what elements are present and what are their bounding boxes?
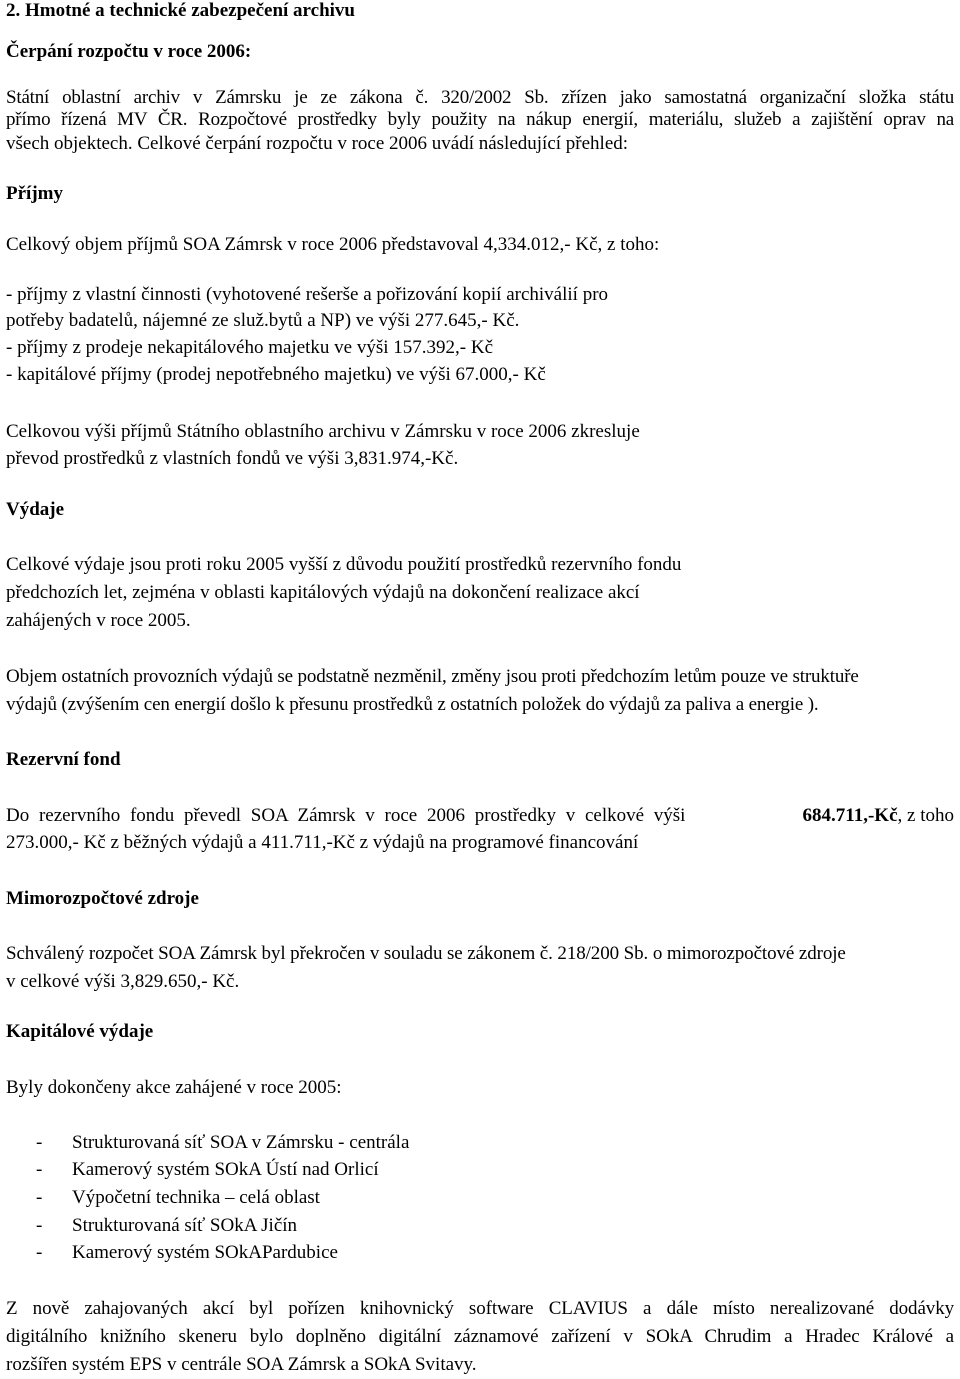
rezervni-fond-tail: , z toho	[897, 805, 954, 826]
rezervni-fond-amount: 684.711,-Kč	[802, 805, 898, 826]
vydaje-p2-line-2: výdajů (zvýšením cen energií došlo k přesunu prostředků z ostatních položek do výdajů za paliva a energie ).	[6, 694, 819, 715]
rezervni-fond-line-2: 273.000,- Kč z běžných výdajů a 411.711,-Kč z výdajů na programové financování	[6, 832, 639, 853]
kapitalove-heading: Kapitálové výdaje	[6, 1021, 154, 1042]
vydaje-heading: Výdaje	[6, 499, 65, 520]
vydaje-p1-line-3: zahájených v roce 2005.	[6, 610, 191, 631]
kapitalove-intro: Byly dokončeny akce zahájené v roce 2005:	[6, 1077, 342, 1098]
list-item-text: Kamerový systém SOkAPardubice	[72, 1242, 338, 1263]
prijmy-item-1-line-2: potřeby badatelů, nájemné ze služ.bytů a NP) ve výši 277.645,- Kč.	[6, 310, 520, 331]
intro-line-1: Státní oblastní archiv v Zámrsku je ze zákona č. 320/2002 Sb. zřízen jako samostatná organizační složka státu	[6, 87, 954, 108]
kapitalove-closing-line-2: digitálního knižního skeneru bylo doplněno digitální záznamové zařízení v SOkA Chrudim a Hradec Králové a	[6, 1326, 954, 1347]
vydaje-p2-line-1: Objem ostatních provozních výdajů se podstatně nezměnil, změny jsou proti předchozím letům pouze ve struktuře	[6, 666, 859, 687]
list-dash: -	[36, 1187, 43, 1208]
list-dash: -	[36, 1132, 43, 1153]
list-item-text: Kamerový systém SOkA Ústí nad Orlicí	[72, 1159, 379, 1180]
prijmy-heading: Příjmy	[6, 183, 63, 204]
kapitalove-closing-line-1: Z nově zahajovaných akcí byl pořízen knihovnický software CLAVIUS a dále místo nerealizované dodávky	[6, 1298, 954, 1319]
mimorozpoctove-line-2: v celkové výši 3,829.650,- Kč.	[6, 971, 240, 992]
list-item-text: Výpočetní technika – celá oblast	[72, 1187, 320, 1208]
mimorozpoctove-heading: Mimorozpočtové zdroje	[6, 888, 199, 909]
intro-line-3: všech objektech. Celkové čerpání rozpočtu v roce 2006 uvádí následující přehled:	[6, 133, 629, 154]
prijmy-item-2: - příjmy z prodeje nekapitálového majetku ve výši 157.392,- Kč	[6, 337, 494, 358]
rezervni-fond-heading: Rezervní fond	[6, 749, 121, 770]
mimorozpoctove-line-1: Schválený rozpočet SOA Zámrsk byl překročen v souladu se zákonem č. 218/200 Sb. o mimorozpočtové zdroje	[6, 943, 846, 964]
section-title: 2. Hmotné a technické zabezpečení archivu	[6, 0, 355, 21]
list-dash: -	[36, 1242, 43, 1263]
list-item-text: Strukturovaná síť SOkA Jičín	[72, 1215, 298, 1236]
prijmy-summary-line-1: Celkovou výši příjmů Státního oblastního archivu v Zámrsku v roce 2006 zkresluje	[6, 421, 640, 442]
prijmy-item-3: - kapitálové příjmy (prodej nepotřebného majetku) ve výši 67.000,- Kč	[6, 364, 546, 385]
rezervni-fond-amount-wrap	[803, 805, 954, 827]
intro-line-2: přímo řízená MV ČR. Rozpočtové prostředky byly použity na nákup energií, materiálu, služeb a zajištění oprav na	[6, 109, 954, 130]
prijmy-total: Celkový objem příjmů SOA Zámrsk v roce 2006 představoval 4,334.012,- Kč, z toho:	[6, 234, 660, 255]
list-item-text: Strukturovaná síť SOA v Zámrsku - centrála	[72, 1132, 410, 1153]
rezervni-fond-text: Do rezervního fondu převedl SOA Zámrsk v roce 2006 prostředky v celkové výši	[6, 805, 686, 826]
page-subtitle: Čerpání rozpočtu v roce 2006:	[6, 41, 252, 62]
kapitalove-closing-line-3: rozšířen systém EPS v centrále SOA Zámrsk a SOkA Svitavy.	[6, 1354, 477, 1375]
prijmy-summary-line-2: převod prostředků z vlastních fondů ve výši 3,831.974,-Kč.	[6, 448, 459, 469]
list-dash: -	[36, 1215, 43, 1236]
prijmy-item-1-line-1: - příjmy z vlastní činnosti (vyhotovené rešerše a pořizování kopií archiválií pro	[6, 284, 609, 305]
vydaje-p1-line-2: předchozích let, zejména v oblasti kapitálových výdajů na dokončení realizace akcí	[6, 582, 640, 603]
vydaje-p1-line-1: Celkové výdaje jsou proti roku 2005 vyšší z důvodu použití prostředků rezervního fondu	[6, 554, 682, 575]
rezervni-fond-line-1	[6, 805, 954, 827]
list-dash: -	[36, 1159, 43, 1180]
